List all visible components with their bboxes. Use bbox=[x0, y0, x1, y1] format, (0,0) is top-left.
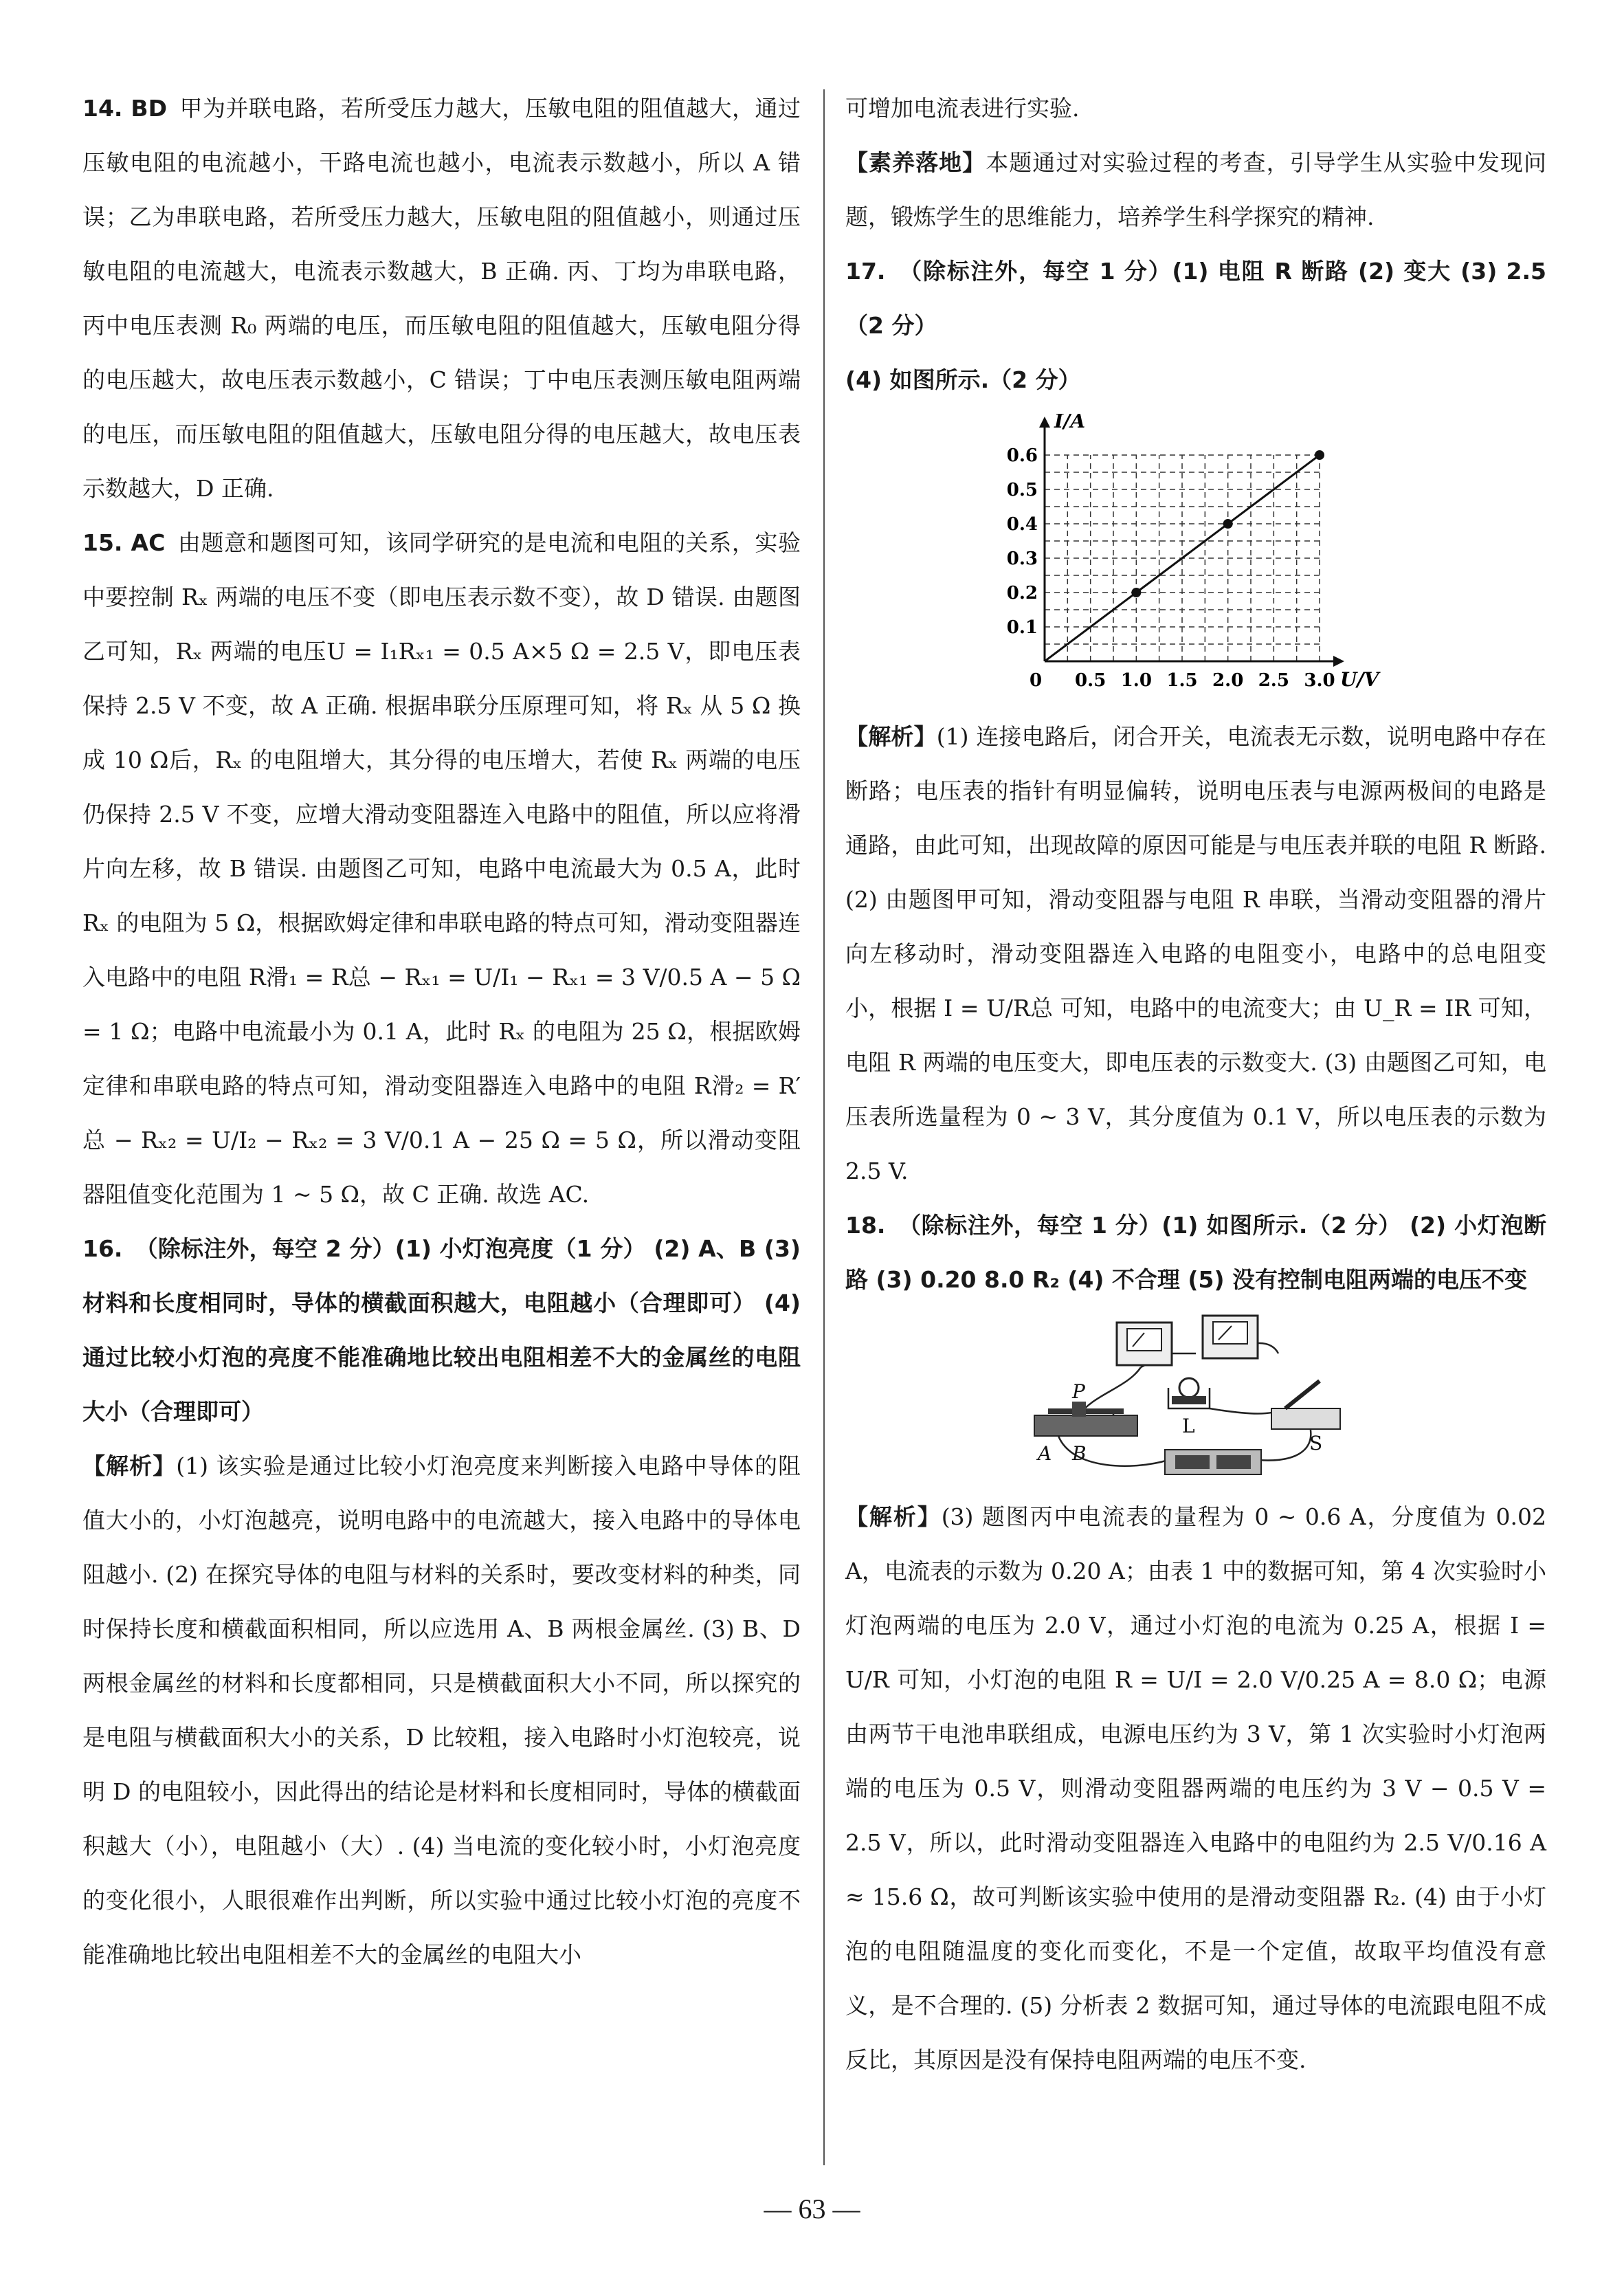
x-tick-label: 1.0 bbox=[1120, 670, 1152, 691]
suyang-note bbox=[845, 135, 1546, 244]
question-18 bbox=[845, 1198, 1546, 1307]
column-divider bbox=[823, 89, 825, 2165]
question-15 bbox=[82, 516, 801, 1221]
label-b: B bbox=[1072, 1442, 1087, 1465]
x-tick-label: 0.5 bbox=[1075, 670, 1106, 691]
y-tick-label: 0.3 bbox=[1006, 549, 1038, 569]
question-17-analysis-text: (1) 连接电路后，闭合开关，电流表无示数，说明电路中存在断路；电压表的指针有明显偏转，说明电压表与电源两极间的电路是通路，由此可知，出现故障的原因可能是与电压表并联的电阻 R 断路. (2) 由题图甲可知，滑动变阻器与电阻 R 串联，当滑动变阻器的滑片向左移动时，滑动变阻器连入电路的电阻变小，电路中的总电阻变小，根据 I = U/R总 可知，电路中的电流变大；由 U_R = IR 可知，电阻 R 两端的电压变大，即电压表的示数变大. (3) 由题图乙可知，电压表所选量程为 0 ~ 3 V，其分度值为 0.1 V，所以电压表的示数为 2.5 V. bbox=[845, 723, 1547, 1184]
question-18-analysis bbox=[845, 1490, 1546, 2087]
question-16-number: 16. bbox=[82, 1235, 123, 1262]
left-column bbox=[82, 81, 801, 1982]
question-15-text: 由题意和题图可知，该同学研究的是电流和电阻的关系，实验中要控制 Rₓ 两端的电压不变（即电压表示数不变），故 D 错误. 由题图乙可知，Rₓ 两端的电压U = I₁Rₓ₁ = 0.5 A×5 Ω = 2.5 V，即电压表保持 2.5 V 不变，故 A 正确. 根据串联分压原理可知，将 Rₓ 从 5 Ω 换成 10 Ω后，Rₓ 的电阻增大，其分得的电压增大，若使 Rₓ 两端的电压仍保持 2.5 V 不变，应增大滑动变阻器连入电路中的阻值，所以应将滑片向左移，故 B 错误. 由题图乙可知，电路中电流最大为 0.5 A，此时 Rₓ 的电阻为 5 Ω，根据欧姆定律和串联电路的特点可知，滑动变阻器连入电路中的电阻 R滑₁ = R总 − Rₓ₁ = U/I₁ − Rₓ₁ = 3 V/0.5 A − 5 Ω = 1 Ω；电路中电流最小为 0.1 A，此时 Rₓ 的电阻为 25 Ω，根据欧姆定律和串联电路的特点可知，滑动变阻器连入电路中的电阻 R滑₂ = R′总 − Rₓ₂ = U/I₂ − Rₓ₂ = 3 V/0.1 A − 25 Ω = 5 Ω，所以滑动变阻器阻值变化范围为 1 ~ 5 Ω，故 C 正确. 故选 AC. bbox=[82, 529, 801, 1208]
analysis-tag: 【解析】 bbox=[845, 723, 937, 750]
question-18-number: 18. bbox=[845, 1212, 886, 1239]
question-16-analysis bbox=[82, 1439, 801, 1982]
question-17-number: 17. bbox=[845, 258, 886, 285]
question-17-answer-4: (4) 如图所示.（2 分） bbox=[845, 366, 1081, 393]
question-16-continued: 可增加电流表进行实验. bbox=[845, 95, 1080, 122]
y-tick-label: 0.6 bbox=[1006, 445, 1038, 466]
question-14-number: 14. BD bbox=[82, 95, 167, 122]
y-tick-label: 0.4 bbox=[1006, 514, 1038, 535]
label-p: P bbox=[1072, 1380, 1085, 1403]
battery-box bbox=[1165, 1450, 1261, 1474]
label-a: A bbox=[1038, 1442, 1052, 1465]
rheostat bbox=[1034, 1402, 1137, 1436]
y-axis-arrow bbox=[1039, 417, 1050, 428]
question-16-answer: （除标注外，每空 2 分）(1) 小灯泡亮度（1 分） (2) A、B (3) 材料和长度相同时，导体的横截面积越大，电阻越小（合理即可） (4) 通过比较小灯泡的亮度不能准确地比较出电阻相差不大的金属丝的电阻大小（合理即可） bbox=[82, 1235, 801, 1425]
question-17 bbox=[845, 244, 1546, 353]
voltmeter bbox=[1117, 1323, 1172, 1365]
wire bbox=[1079, 1367, 1141, 1415]
question-17-answer: （除标注外，每空 1 分）(1) 电阻 R 断路 (2) 变大 (3) 2.5（2 分） bbox=[845, 258, 1546, 339]
question-17-analysis bbox=[845, 709, 1546, 1198]
y-tick-label: 0.2 bbox=[1006, 583, 1038, 604]
switch bbox=[1271, 1381, 1340, 1429]
question-16 bbox=[82, 1221, 801, 1439]
right-column bbox=[845, 81, 1546, 2087]
x-axis-label: U/V bbox=[1340, 668, 1379, 691]
question-15-number: 15. AC bbox=[82, 529, 166, 556]
data-point bbox=[1131, 588, 1141, 597]
x-axis-arrow bbox=[1333, 656, 1344, 667]
x-tick-label: 3.0 bbox=[1304, 670, 1335, 691]
label-s: S bbox=[1309, 1432, 1323, 1455]
data-point bbox=[1315, 450, 1324, 460]
circuit-svg bbox=[1031, 1312, 1347, 1484]
suyang-tag: 【素养落地】 bbox=[845, 149, 986, 176]
circuit-diagram bbox=[1031, 1312, 1347, 1484]
x-tick-label: 2.0 bbox=[1212, 670, 1244, 691]
question-16-analysis-text: (1) 该实验是通过比较小灯泡亮度来判断接入电路中导体的阻值大小的，小灯泡越亮，说明电路中的电流越大，接入电路中的导体电阻越小. (2) 在探究导体的电阻与材料的关系时，要改变材料的种类，同时保持长度和横截面积相同，所以应选用 A、B 两根金属丝. (3) B、D 两根金属丝的材料和长度都相同，只是横截面积大小不同，所以探究的是电阻与横截面积大小的关系，D 比较粗，接入电路时小灯泡较亮，说明 D 的电阻较小，因此得出的结论是材料和长度相同时，导体的横截面积越大（小），电阻越小（大）. (4) 当电流的变化较小时，小灯泡亮度的变化很小，人眼很难作出判断，所以实验中通过比较小灯泡的亮度不能准确地比较出电阻相差不大的金属丝的电阻大小 bbox=[82, 1452, 801, 1968]
x-tick-label: 2.5 bbox=[1258, 670, 1289, 691]
analysis-tag: 【解析】 bbox=[82, 1452, 177, 1479]
iu-graph bbox=[1003, 414, 1388, 703]
question-14 bbox=[82, 81, 801, 516]
page-number: — 63 — bbox=[764, 2193, 860, 2224]
data-point bbox=[1223, 519, 1233, 529]
iu-graph-svg bbox=[1003, 414, 1388, 703]
question-14-text: 甲为并联电路，若所受压力越大，压敏电阻的阻值越大，通过压敏电阻的电流越小，干路电流也越小，电流表示数越小，所以 A 错误；乙为串联电路，若所受压力越大，压敏电阻的阻值越小，则通过压敏电阻的电流越大，电流表示数越大，B 正确. 丙、丁均为串联电路，丙中电压表测 R₀ 两端的电压，而压敏电阻的阻值越大，压敏电阻分得的电压越大，故电压表示数越小，C 错误；丁中电压表测压敏电阻两端的电压，而压敏电阻的阻值越大，压敏电阻分得的电压越大，故电压表示数越大，D 正确. bbox=[82, 95, 801, 502]
analysis-tag: 【解析】 bbox=[845, 1503, 942, 1530]
suyang-text: 本题通过对实验过程的考查，引导学生从实验中发现问题，锻炼学生的思维能力，培养学生科学探究的精神. bbox=[845, 149, 1547, 230]
question-18-answer: （除标注外，每空 1 分）(1) 如图所示.（2 分） (2) 小灯泡断路 (3) 0.20 8.0 R₂ (4) 不合理 (5) 没有控制电阻两端的电压不变 bbox=[845, 1212, 1546, 1293]
label-l: L bbox=[1182, 1415, 1195, 1437]
question-18-analysis-text: (3) 题图丙中电流表的量程为 0 ~ 0.6 A，分度值为 0.02 A，电流表的示数为 0.20 A；由表 1 中的数据可知，第 4 次实验时小灯泡两端的电压为 2.0 V，通过小灯泡的电流为 0.25 A，根据 I = U/R 可知，小灯泡的电阻 R = U/I = 2.0 V/0.25 A = 8.0 Ω；电源由两节干电池串联组成，电源电压约为 3 V，第 1 次实验时小灯泡两端的电压为 0.5 V，则滑动变阻器两端的电压约为 3 V − 0.5 V = 2.5 V，所以，此时滑动变阻器连入电路中的电阻约为 2.5 V/0.16 A ≈ 15.6 Ω，故可判断该实验中使用的是滑动变阻器 R₂. (4) 由于小灯泡的电阻随温度的变化而变化，不是一个定值，故取平均值没有意义，是不合理的. (5) 分析表 2 数据可知，通过导体的电流跟电阻不成反比，其原因是没有保持电阻两端的电压不变. bbox=[845, 1503, 1546, 2073]
origin-label: 0 bbox=[1030, 670, 1043, 691]
x-tick-label: 1.5 bbox=[1166, 670, 1198, 691]
y-tick-label: 0.5 bbox=[1006, 480, 1038, 500]
y-axis-label: I/A bbox=[1054, 414, 1086, 432]
y-tick-label: 0.1 bbox=[1006, 617, 1038, 638]
lamp-icon bbox=[1172, 1378, 1206, 1404]
ammeter bbox=[1203, 1316, 1258, 1358]
